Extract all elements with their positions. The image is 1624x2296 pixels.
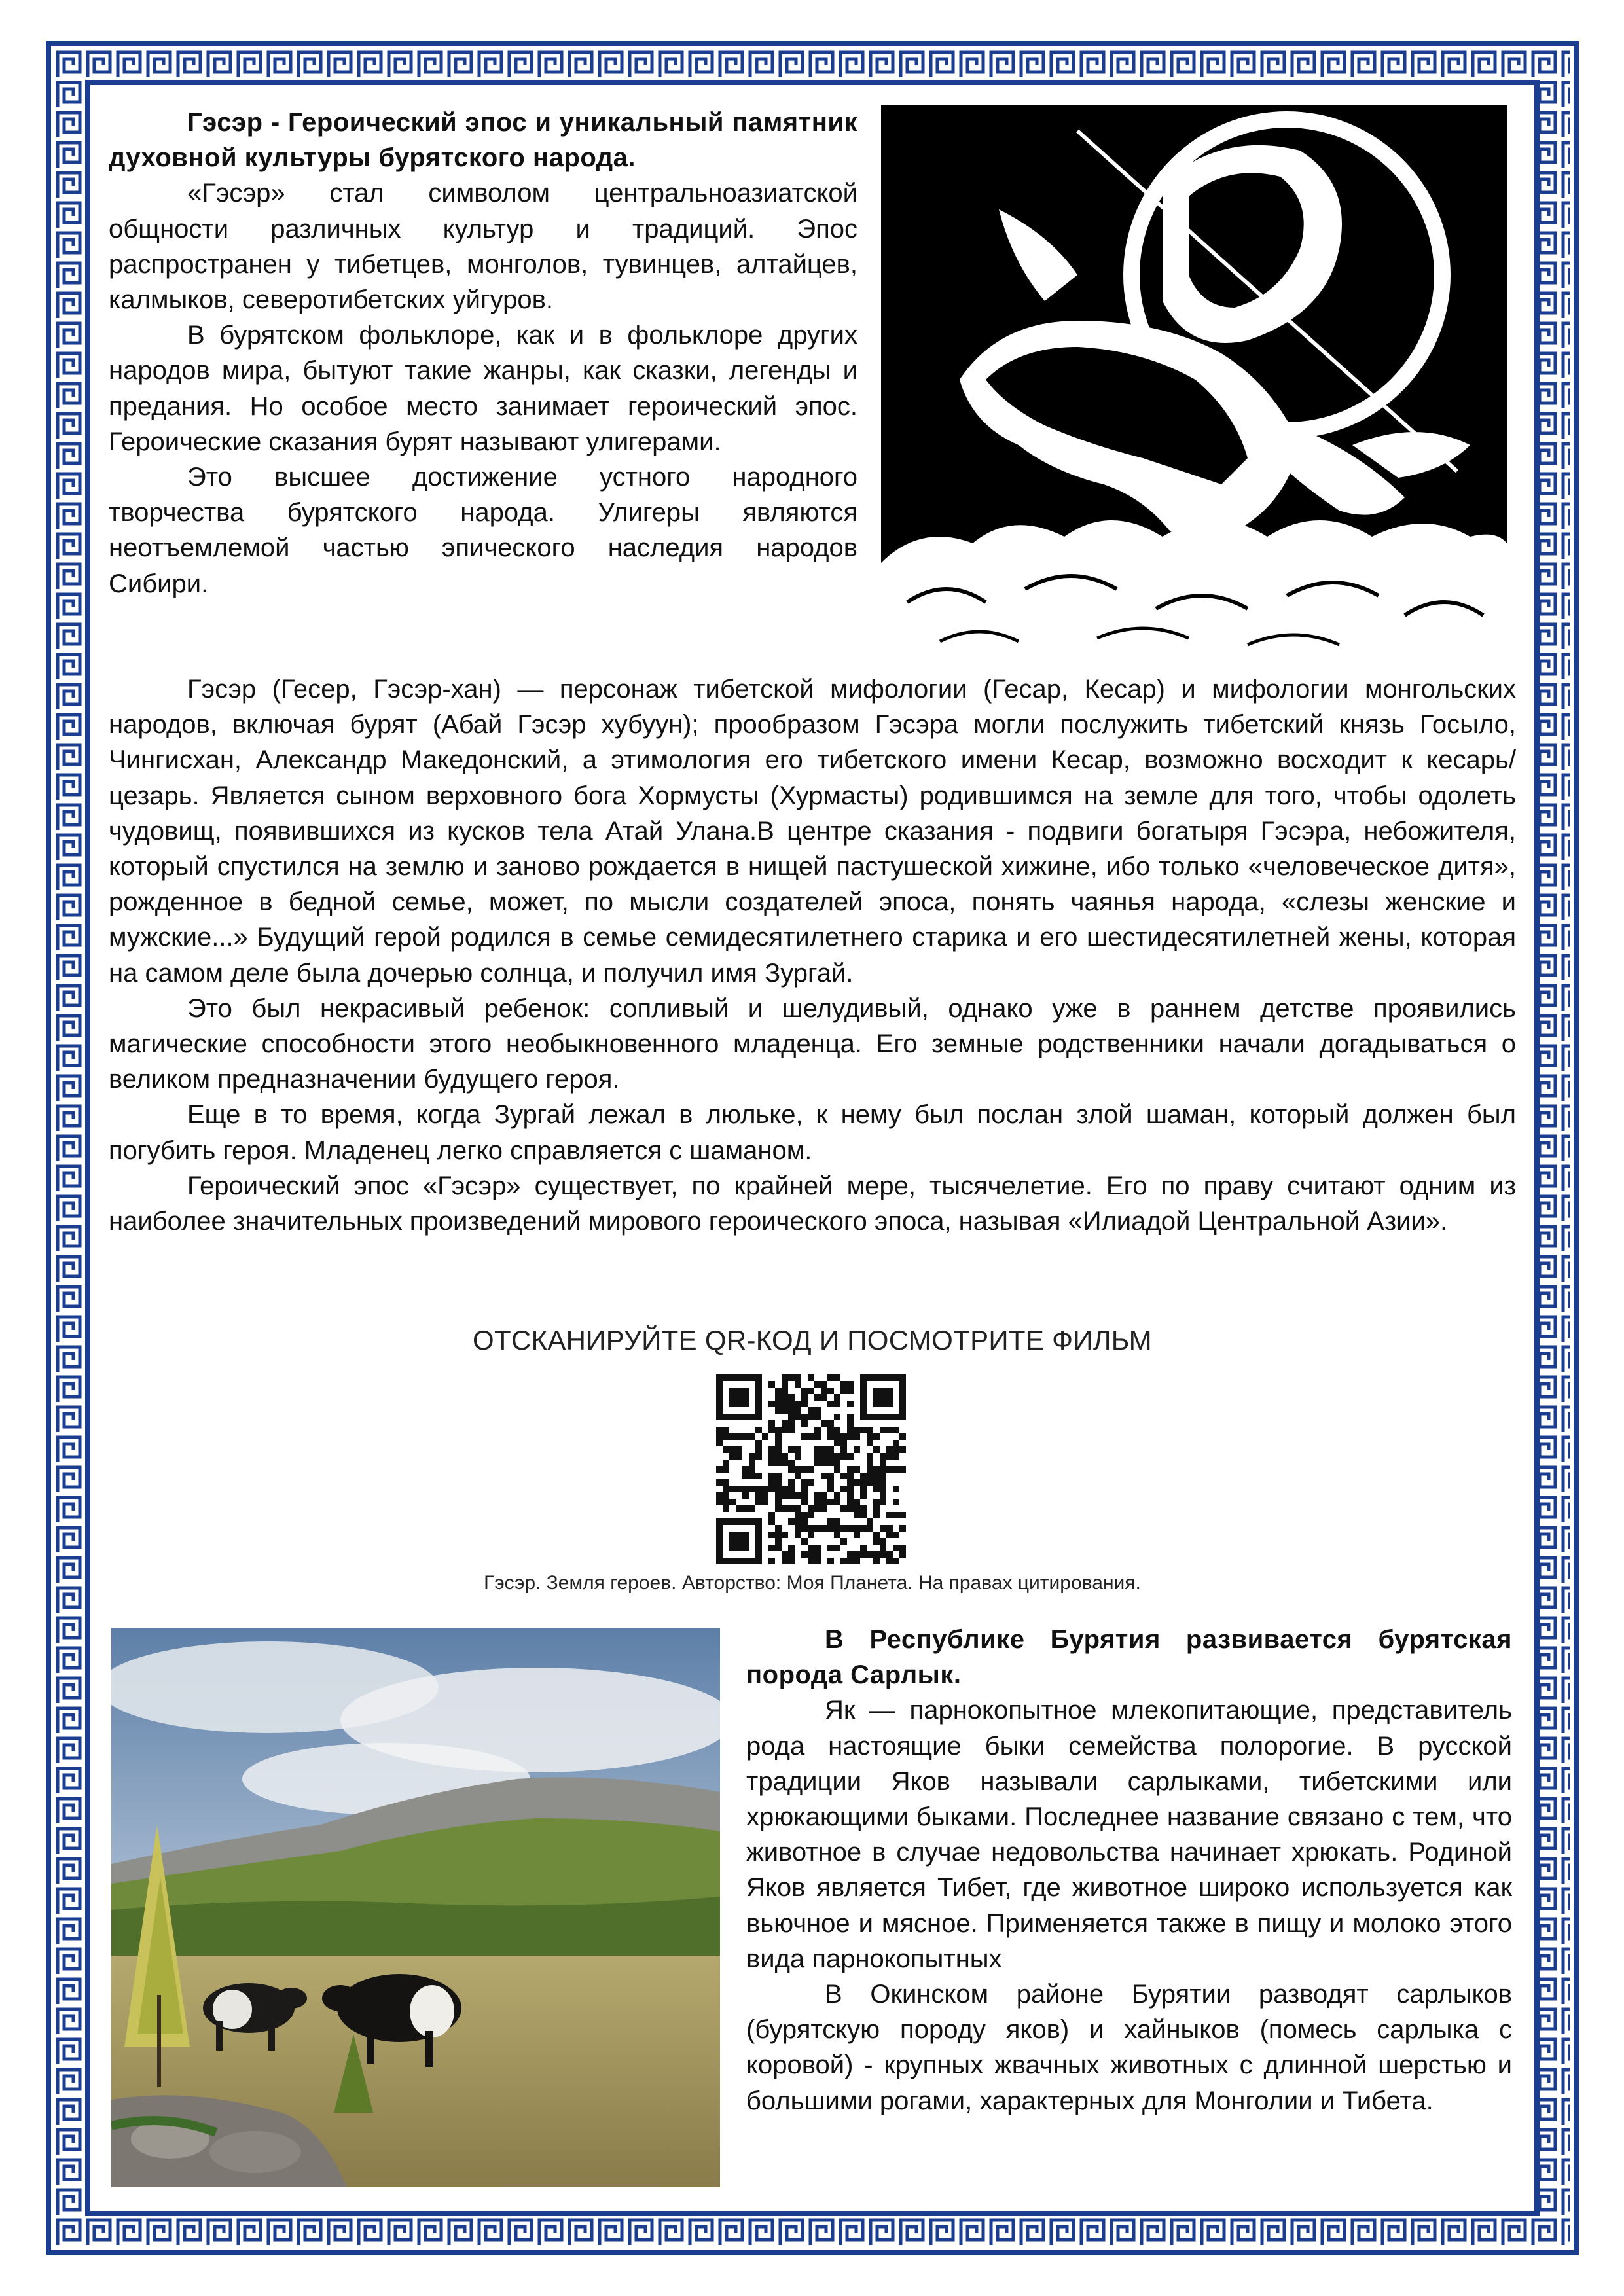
main-text [109,672,1516,1239]
qr-code[interactable] [716,1374,906,1564]
yak-title: В Республике Бурятия развивается бурятская порода Сарлык. [746,1625,1512,1690]
main-paragraph: Гэсэр (Гесер, Гэсэр-хан) — персонаж тибетской мифологии (Гесар, Кесар) и мифологии монгольских народов, включая бурят (Абай Гэсэр хубуун); прообразом Гэсэра могли послужить тибетский князь Госыло, Чингисхан, Александр Македонский, а этимология его тибетского имени Кесар, возможно восходит к кесарь/цезарь. Является сыном верховного бога Хормусты (Хурмасты) родившимся на земле для того, чтобы одолеть чудовищ, появившихся из кусков тела Атай Улана.В центре сказания - подвиги богатыря Гэсэра, небожителя, который спустился на землю и заново рождается в нищей пастушеской хижине, ибо только «человеческое дитя», рожденное в бедной семье, может, по мысли создателей эпоса, понять чаянья народа, «слезы женские и мужские...» Будущий герой родился в семье семидесятилетнего старика и его шестидесятилетней жены, которая на самом деле была дочерью солнца, и получил имя Зургай. [109,675,1516,988]
gesar-rider-illustration [881,105,1507,662]
intro-paragraph: Это высшее достижение устного народного творчества бурятского народа. Улигеры являются неотъемлемой частью эпического наследия народов Сибири. [109,463,857,598]
yak-paragraph: В Окинском районе Бурятии разводят сарлыков (бурятскую породу яков) и хайныков (помесь сарлыка с коровой) - крупных жвачных животных с длинной шерстью и большими рогами, характерных для Монголии и Тибета. [746,1980,1512,2115]
intro-column [109,105,857,601]
yak-paragraph: Як — парнокопытное млекопитающие, представитель рода настоящие быки семейства полорогие. В русской традиции Яков называли сарлыками, тибетскими или хрюкающими быками. Последнее название связано с тем, что животное в случае недовольства начинает хрюкать. Родиной Яков является Тибет, где животное широко используется как вьючное и мясное. Применяется также в пищу и молоко этого вида парнокопытных [746,1696,1512,1973]
yak-landscape-photo [111,1628,720,2187]
main-paragraph: Это был некрасивый ребенок: сопливый и шелудивый, однако уже в раннем детстве проявились магические способности этого необыкновенного младенца. Его земные родственники начали догадываться о великом предназначении будущего героя. [109,994,1516,1094]
qr-heading: ОТСКАНИРУЙТЕ QR-КОД И ПОСМОТРИТЕ ФИЛЬМ [473,1325,1152,1355]
intro-title: Гэсэр - Героический эпос и уникальный памятник духовной культуры бурятского народа. [109,108,857,173]
yak-column [746,1622,1512,2119]
main-paragraph: Еще в то время, когда Зургай лежал в люльке, к нему был послан злой шаман, который должен был погубить героя. Младенец легко справляется с шаманом. [109,1100,1516,1165]
main-paragraph: Героический эпос «Гэсэр» существует, по крайней мере, тысячелетие. Его по праву считают одним из наиболее значительных произведений мирового героического эпоса, называя «Илиадой Центральной Азии». [109,1171,1516,1236]
intro-paragraph: «Гэсэр» стал символом центральноазиатской общности различных культур и традиций. Эпос распространен у тибетцев, монголов, тувинцев, алтайцев, калмыков, северотибетских уйгуров. [109,179,857,315]
qr-caption: Гэсэр. Земля героев. Авторство: Моя Планета. На правах цитирования. [484,1572,1141,1594]
intro-paragraph: В бурятском фольклоре, как и в фольклоре других народов мира, бытуют такие жанры, как сказки, легенды и предания. Но особое место занимает героический эпос. Героические сказания бурят называют улигерами. [109,321,857,456]
